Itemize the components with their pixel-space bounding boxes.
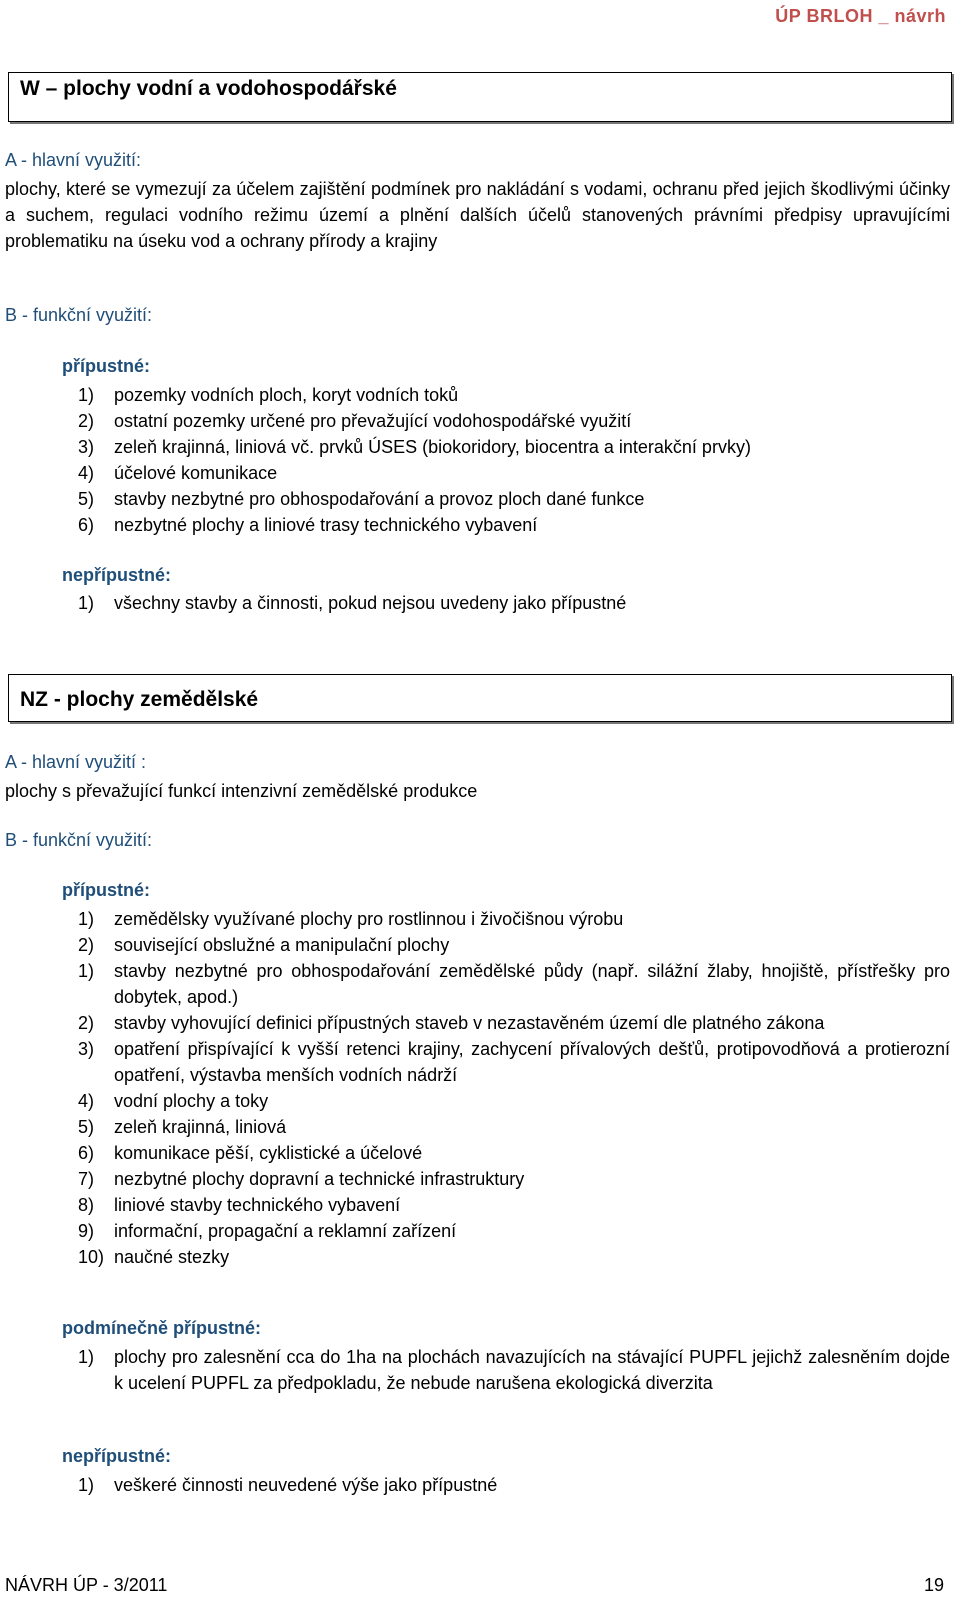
document-header-label: ÚP BRLOH _ návrh (775, 6, 946, 26)
list-item: 4) účelové komunikace (78, 463, 278, 483)
w-forbidden-list (78, 590, 950, 616)
nz-main-use-text: plochy s převažující funkcí intenzivní zemědělské produkce (5, 781, 478, 801)
nz-conditional-list (78, 1344, 950, 1396)
list-item: 1) plochy pro zalesnění cca do 1ha na plochách navazujících na stávající PUPFL jejichž zalesněním dojde k ucelení PUPFL za předpokladu, že nebude narušena ekologická diverzita (78, 1347, 950, 1393)
list-item: 7) nezbytné plochy dopravní a technické infrastruktury (78, 1169, 525, 1189)
list-item: 1) veškeré činnosti neuvedené výše jako přípustné (78, 1475, 498, 1495)
w-main-use-heading: A - hlavní využití: (5, 150, 142, 170)
list-item: 8) liniové stavby technického vybavení (78, 1195, 401, 1215)
footer-document-version: NÁVRH ÚP - 3/2011 (5, 1575, 168, 1595)
nz-functional-use-heading: B - funkční využití: (5, 830, 153, 850)
footer-page-number: 19 (923, 1575, 944, 1595)
list-item: 1) zemědělsky využívané plochy pro rostlinnou i živočišnou výrobu (78, 909, 624, 929)
nz-permitted-list (78, 906, 950, 1270)
list-item: 10) naučné stezky (78, 1247, 230, 1267)
list-item: 9) informační, propagační a reklamní zařízení (78, 1221, 457, 1241)
list-item: 2) ostatní pozemky určené pro převažující vodohospodářské využití (78, 411, 632, 431)
nz-main-use-heading: A - hlavní využití : (5, 752, 147, 772)
list-item: 1) všechny stavby a činnosti, pokud nejsou uvedeny jako přípustné (78, 593, 627, 613)
w-main-use-text: plochy, které se vymezují za účelem zajištění podmínek pro nakládání s vodami, ochranu před jejich škodlivými účinky a suchem, regulaci vodního režimu území a plnění dalších účelů stanovených právními předpisy upravujícími problematiku na úseku vod a ochrany přírody a krajiny (5, 179, 950, 251)
list-item: 4) vodní plochy a toky (78, 1091, 269, 1111)
list-item: 3) opatření přispívající k vyšší retenci krajiny, zachycení přívalových dešťů, protipovodňová a protierozní opatření, výstavba menších vodních nádrží (78, 1039, 950, 1085)
list-item: 3) zeleň krajinná, liniová vč. prvků ÚSES (biokoridory, biocentra a interakční prvky) (78, 437, 751, 457)
list-item: 1) pozemky vodních ploch, koryt vodních toků (78, 385, 459, 405)
w-permitted-label: přípustné: (62, 356, 150, 376)
list-item: 2) související obslužné a manipulační plochy (78, 935, 450, 955)
nz-forbidden-label: nepřípustné: (62, 1446, 172, 1466)
nz-conditional-label: podmínečně přípustné: (62, 1318, 262, 1338)
w-functional-use-heading: B - funkční využití: (5, 305, 153, 325)
w-permitted-list (78, 382, 950, 538)
list-item: 5) zeleň krajinná, liniová (78, 1117, 287, 1137)
section-w-title: W – plochy vodní a vodohospodářské (20, 77, 397, 100)
w-forbidden-label: nepřípustné: (62, 565, 172, 585)
list-item: 2) stavby vyhovující definici přípustných staveb v nezastavěném území dle platného zákona (78, 1013, 825, 1033)
nz-permitted-label: přípustné: (62, 880, 150, 900)
section-nz-title: NZ - plochy zemědělské (20, 688, 259, 711)
nz-forbidden-list (78, 1472, 950, 1498)
list-item: 6) nezbytné plochy a liniové trasy technického vybavení (78, 515, 538, 535)
list-item: 6) komunikace pěší, cyklistické a účelové (78, 1143, 423, 1163)
list-item: 5) stavby nezbytné pro obhospodařování a provoz ploch dané funkce (78, 489, 645, 509)
list-item: 1) stavby nezbytné pro obhospodařování zemědělské půdy (např. silážní žlaby, hnojiště, přístřešky pro dobytek, apod.) (78, 961, 950, 1007)
